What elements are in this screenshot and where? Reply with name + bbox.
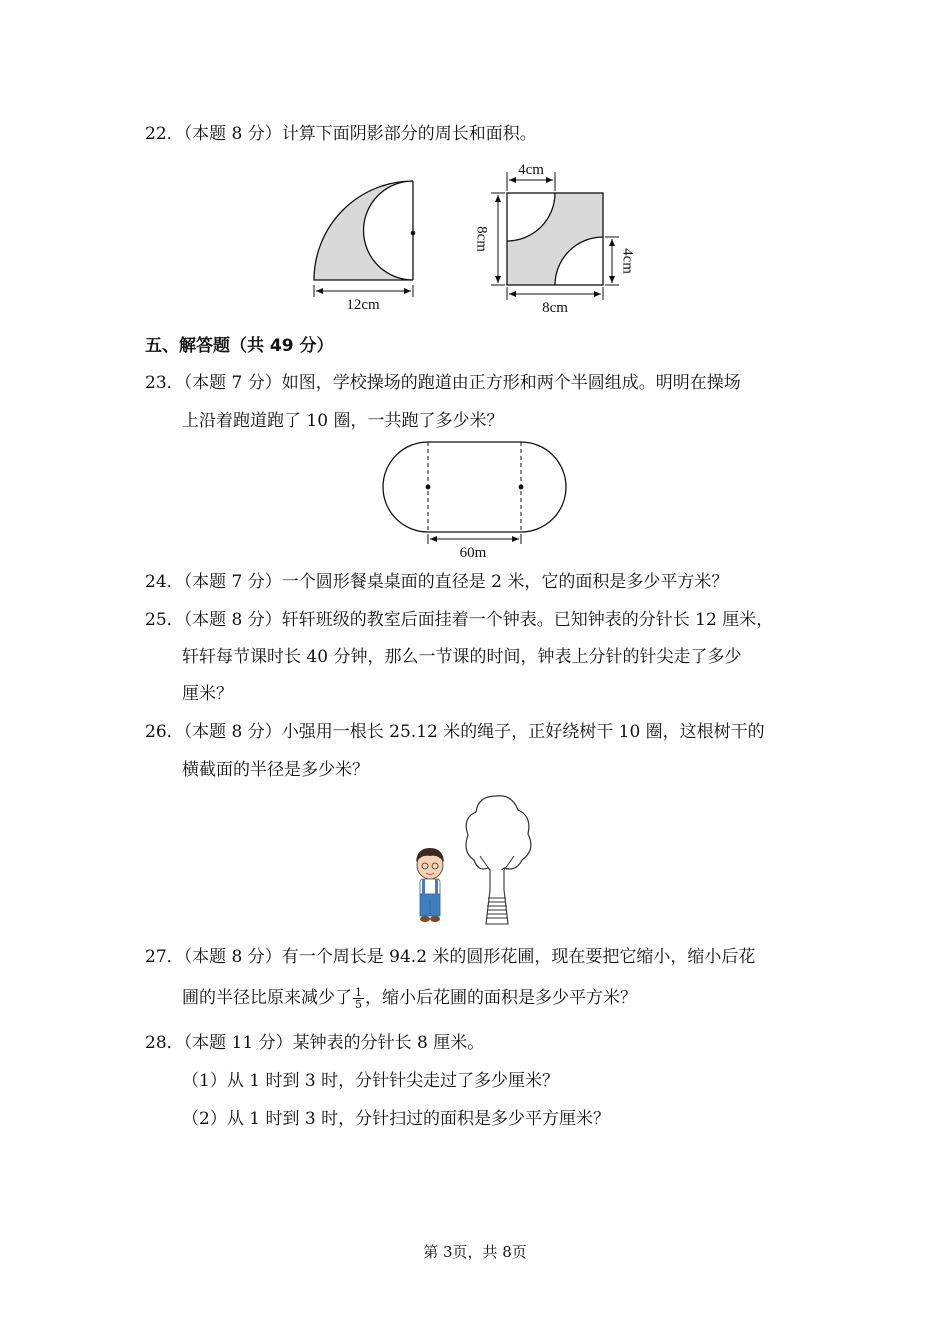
fig22b-label-left: 8cm: [473, 226, 490, 252]
q27-fraction: $\frac{1}{5}$: [355, 986, 362, 1011]
q22-text: 22．（本题 8 分）计算下面阴影部分的周长和面积。: [145, 124, 537, 144]
fig22a-quarter-circle: [300, 175, 430, 315]
q27-line2a: 圃的半径比原来减少了: [182, 988, 352, 1008]
boy-illustration: [416, 848, 444, 922]
q25-line2: 轩轩每节课时长 40 分钟，那么一节课的时间，钟表上分针的针尖走了多少: [182, 647, 742, 667]
q25-line1: 25．（本题 8 分）轩轩班级的教室后面挂着一个钟表。已知钟表的分针长 12 厘米，: [145, 610, 774, 630]
q26-line2: 横截面的半径是多少米？: [182, 760, 369, 780]
fig26-boy-and-tree: [400, 790, 550, 935]
page-footer: 第 3页，共 8页: [423, 1243, 527, 1261]
q27-line2: [182, 985, 637, 1011]
q23-line1: 23．（本题 7 分）如图，学校操场的跑道由正方形和两个半圆组成。明明在操场: [145, 373, 741, 393]
q24-text: 24．（本题 7 分）一个圆形餐桌桌面的直径是 2 米，它的面积是多少平方米？: [145, 572, 729, 592]
q28-sub2: （2）从 1 时到 3 时，分针扫过的面积是多少平方厘米？: [182, 1109, 611, 1129]
q26-line1: 26．（本题 8 分）小强用一根长 25.12 米的绳子，正好绕树干 10 圈，这根树干的: [145, 722, 765, 742]
fig22b-label-right: 4cm: [619, 248, 636, 274]
fig22a-label-12: 12cm: [346, 297, 380, 313]
fig22b-label-bottom: 8cm: [542, 300, 568, 316]
section-title: 五、解答题（共 49 分）: [145, 336, 334, 356]
fig22b-square: [475, 158, 645, 318]
fig22b-label-top: 4cm: [518, 162, 544, 178]
q28-sub1: （1）从 1 时到 3 时，分针针尖走过了多少厘米？: [182, 1071, 560, 1091]
q23-line2: 上沿着跑道跑了 10 圈，一共跑了多少米？: [182, 411, 504, 431]
tree-illustration: [466, 796, 531, 924]
q27-line2b: ，缩小后花圃的面积是多少平方米？: [365, 988, 637, 1008]
fig23-label: 60m: [459, 545, 487, 561]
q28-line1: 28．（本题 11 分）某钟表的分针长 8 厘米。: [145, 1033, 485, 1053]
fig23-track: [380, 438, 570, 563]
q25-line3: 厘米？: [182, 684, 233, 704]
q27-line1: 27．（本题 8 分）有一个周长是 94.2 米的圆形花圃，现在要把它缩小，缩小后花: [145, 947, 756, 967]
